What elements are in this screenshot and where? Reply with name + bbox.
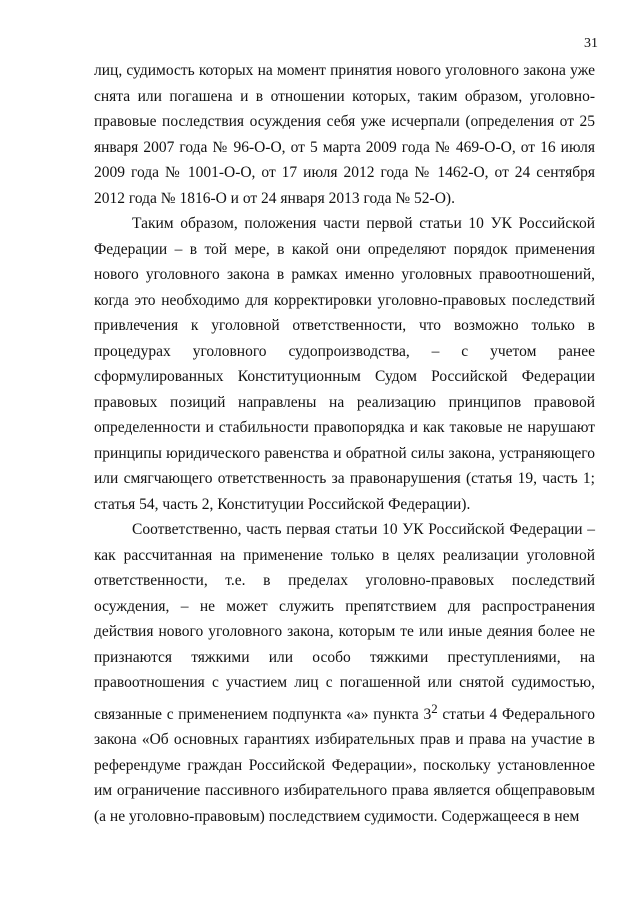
document-body bbox=[94, 58, 595, 829]
paragraph-1-text: лиц, судимость которых на момент принятия нового уголовного закона уже снята или погашена и в отношении которых, таким образом, уголовно-правовые последствия осуждения себя уже исчерпали (определения от 25 января 2007 года № 96-О-О, от 5 марта 2009 года № 469-О-О, от 16 июля 2009 года № 1001-О-О, от 17 июля 2012 года № 1462-О, от 24 сентября 2012 года № 1816-О и от 24 января 2013 года № 52-О). bbox=[94, 62, 595, 207]
superscript-number: 2 bbox=[431, 700, 438, 716]
paragraph-2-text: Таким образом, положения части первой статьи 10 УК Российской Федерации – в той мере, в какой они определяют порядок применения нового уголовного закона в рамках именно уголовных правоотношений, когда это необходимо для корректировки уголовно-правовых последствий привлечения к уголовной ответственности, что возможно только в процедурах уголовного судопроизводства, – с учетом ранее сформулированных Конституционным Судом Российской Федерации правовых позиций направлены на реализацию принципов правовой определенности и стабильности правопорядка и как таковые не нарушают принципы юридического равенства и обратной силы закона, устраняющего или смягчающего ответственность за правонарушения (статья 19, часть 1; статья 54, часть 2, Конституции Российской Федерации). bbox=[94, 215, 595, 513]
paragraph-2 bbox=[94, 211, 595, 517]
paragraph-3-text-part-2: статьи 4 Федерального закона «Об основных гарантиях избирательных прав и права на участие в референдуме граждан Российской Федерации», поскольку установленное им ограничение пассивного избирательного права является общеправовым (а не уголовно-правовым) последствием судимости. Содержащееся в нем bbox=[94, 705, 595, 825]
page-number: 31 bbox=[584, 36, 598, 51]
paragraph-3-text-part-1: Соответственно, часть первая статьи 10 УК Российской Федерации – как рассчитанная на применение только в целях реализации уголовной ответственности, т.е. в пределах уголовно-правовых последствий осуждения, – не может служить препятствием для распространения действия нового уголовного закона, которым те или иные деяния более не признаются тяжкими или особо тяжкими преступлениями, на правоотношения с участием лиц с погашенной или снятой судимостью, связанные с применением подпункта «а» пункта 3 bbox=[94, 521, 595, 723]
paragraph-3 bbox=[94, 517, 595, 829]
paragraph-continued bbox=[94, 58, 595, 211]
